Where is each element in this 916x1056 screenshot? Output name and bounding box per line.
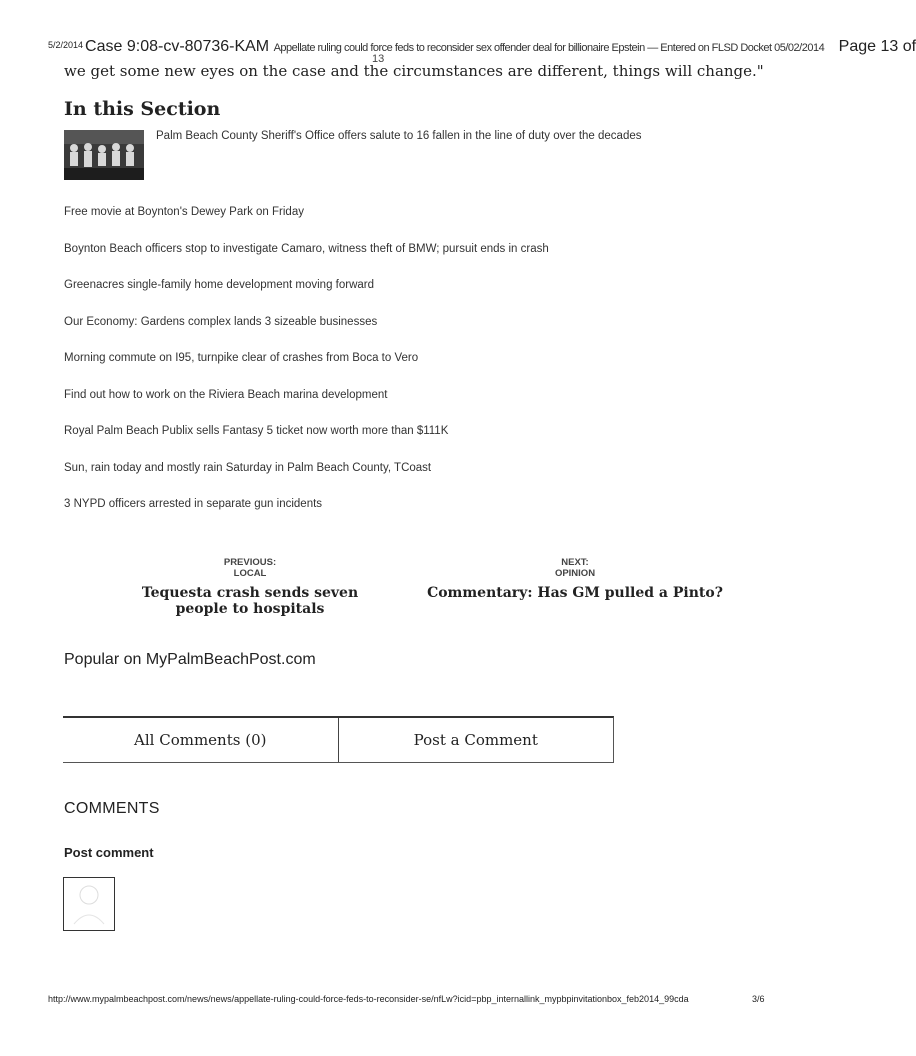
- page-total: 13: [372, 53, 385, 65]
- popular-heading: Popular on MyPalmBeachPost.com: [64, 651, 316, 668]
- section-title: In this Section: [64, 98, 221, 120]
- footer-url: http://www.mypalmbeachpost.com/news/news/appellate-ruling-could-force-feds-to-reconsider-se/nfLw?icid=pbp_internallink_mypbpinvitationbox_feb2014_99cda: [48, 994, 689, 1004]
- page-label: Page 13 of: [838, 38, 916, 55]
- next-story-nav[interactable]: [425, 557, 725, 601]
- post-comment-label: Post comment: [64, 845, 154, 860]
- story-link[interactable]: Morning commute on I95, turnpike clear of crashes from Boca to Vero: [64, 352, 419, 364]
- next-section: OPINION: [554, 568, 596, 579]
- docket-overprint: Appellate ruling could force feds to reconsider sex offender deal for billionaire Epstein — Entered on FLSD Docket 05/02/2014: [273, 42, 825, 54]
- story-link[interactable]: 3 NYPD officers arrested in separate gun incidents: [64, 498, 323, 510]
- article-quote-line: we get some new eyes on the case and the circumstances are different, things will change.": [64, 62, 764, 80]
- story-link[interactable]: Our Economy: Gardens complex lands 3 sizeable businesses: [64, 315, 378, 328]
- story-link[interactable]: Royal Palm Beach Publix sells Fantasy 5 ticket now worth more than $111K: [64, 425, 449, 437]
- avatar-placeholder-icon: [63, 877, 115, 931]
- previous-kicker: PREVIOUS:: [223, 557, 277, 568]
- photo-thumbnail-icon[interactable]: [64, 130, 144, 180]
- tab-all-comments[interactable]: All Comments (0): [134, 731, 267, 749]
- next-story-title[interactable]: Commentary: Has GM pulled a Pinto?: [427, 585, 723, 601]
- document-header: [48, 38, 916, 56]
- story-link[interactable]: Sun, rain today and mostly rain Saturday in Palm Beach County, TCoast: [64, 461, 432, 474]
- section-story-list: [64, 205, 764, 534]
- previous-story-title[interactable]: Tequesta crash sends seven people to hospitals: [141, 585, 359, 617]
- story-link[interactable]: Boynton Beach officers stop to investigate Camaro, witness theft of BMW; pursuit ends in crash: [64, 242, 549, 255]
- story-link[interactable]: Find out how to work on the Riviera Beach marina development: [64, 388, 388, 401]
- feature-story-link[interactable]: Palm Beach County Sheriff's Office offers salute to 16 fallen in the line of duty over the decades: [156, 130, 642, 142]
- case-number: Case 9:08-cv-80736-KAM: [85, 38, 270, 55]
- previous-section: LOCAL: [233, 568, 267, 579]
- previous-story-nav[interactable]: [100, 557, 400, 617]
- comment-tabs: [63, 716, 614, 763]
- story-link[interactable]: Greenacres single-family home development moving forward: [64, 279, 375, 291]
- next-kicker: NEXT:: [561, 557, 589, 568]
- story-link[interactable]: Free movie at Boynton's Dewey Park on Friday: [64, 206, 304, 218]
- comments-heading: COMMENTS: [64, 800, 160, 817]
- print-date: 5/2/2014: [48, 40, 84, 50]
- footer-page-number: 3/6: [752, 994, 765, 1004]
- tab-post-comment[interactable]: Post a Comment: [338, 718, 614, 762]
